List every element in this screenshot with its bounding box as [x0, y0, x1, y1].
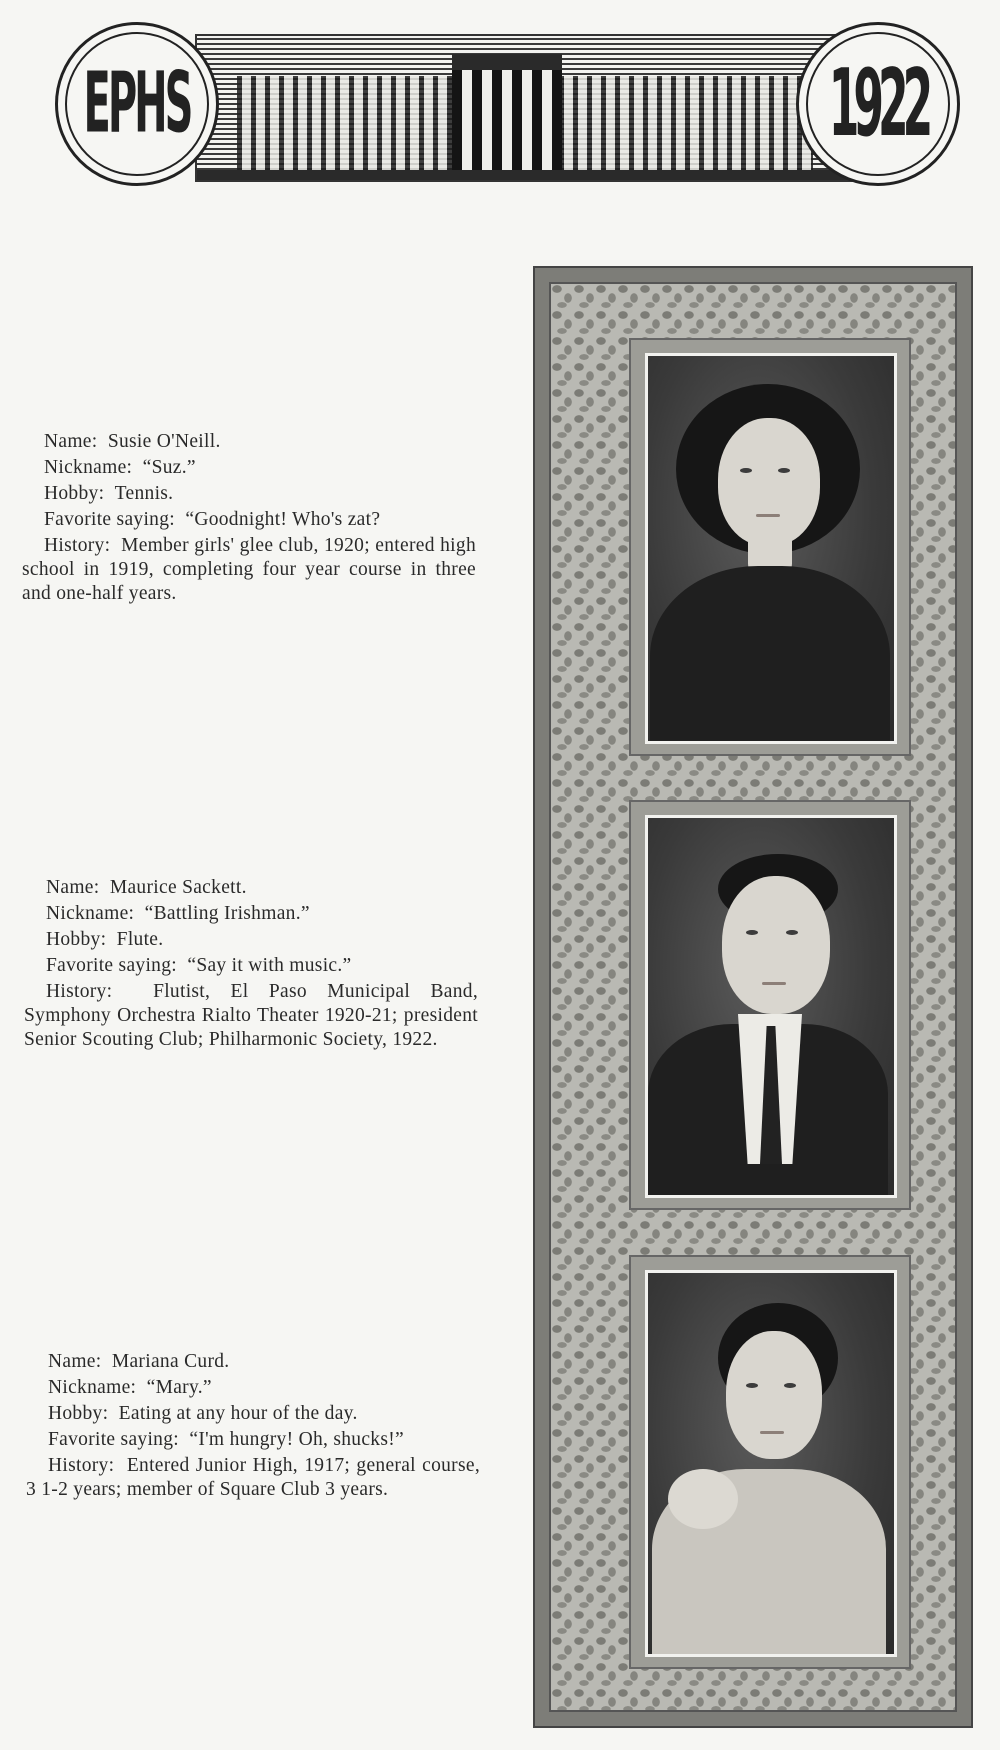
history-label: History: [44, 535, 111, 556]
student-nickname: “Suz.” [142, 457, 196, 478]
hobby-label: Hobby: [48, 1403, 109, 1424]
hobby-label: Hobby: [44, 483, 105, 504]
portrait-eye [746, 1383, 758, 1388]
name-label: Name: [44, 431, 98, 452]
portrait-face [718, 418, 820, 546]
portrait-eye [786, 930, 798, 935]
student-entry-susie-oneill [22, 430, 476, 608]
history-label: History: [48, 1455, 115, 1476]
nickname-label: Nickname: [44, 457, 133, 478]
school-building-illustration [195, 34, 855, 182]
portrait-mouth [762, 982, 786, 985]
building-portico [452, 54, 562, 170]
portrait-photo-maurice [645, 815, 897, 1198]
nickname-line [24, 902, 478, 926]
name-line [24, 876, 478, 900]
yearbook-header-banner [55, 22, 960, 187]
year-seal [796, 22, 960, 186]
saying-label: Favorite saying: [44, 509, 175, 530]
history-line [26, 1454, 480, 1502]
school-seal [55, 22, 219, 186]
portrait-dress [650, 566, 890, 744]
student-name: Susie O'Neill. [107, 431, 221, 452]
building-base [197, 170, 853, 180]
saying-label: Favorite saying: [48, 1429, 179, 1450]
nickname-label: Nickname: [46, 903, 135, 924]
portrait-face [722, 876, 830, 1014]
nickname-line [22, 456, 476, 480]
student-hobby: Flute. [116, 929, 164, 950]
student-name: Mariana Curd. [111, 1351, 230, 1372]
saying-label: Favorite saying: [46, 955, 177, 976]
history-label: History: [46, 981, 113, 1002]
portrait-photo-mariana [645, 1270, 897, 1657]
portrait-face [726, 1331, 822, 1459]
portrait-photo-susie [645, 353, 897, 744]
year-seal-text: 1922 [828, 50, 928, 158]
hobby-line [26, 1402, 480, 1426]
name-line [22, 430, 476, 454]
student-history: Flutist, El Paso Municipal Band, Symphony Orchestra Rialto Theater 1920-21; president Senior Scouting Club; Philharmonic Society, 1922. [24, 981, 478, 1050]
hobby-line [22, 482, 476, 506]
hobby-line [24, 928, 478, 952]
nickname-line [26, 1376, 480, 1400]
history-line [24, 980, 478, 1052]
student-hobby: Tennis. [114, 483, 174, 504]
student-nickname: “Mary.” [146, 1377, 212, 1398]
history-line [22, 534, 476, 606]
portrait-eye [784, 1383, 796, 1388]
portrait-panel [533, 266, 973, 1728]
student-saying: “Goodnight! Who's zat? [185, 509, 381, 530]
name-label: Name: [48, 1351, 102, 1372]
student-entry-maurice-sackett [24, 876, 478, 1054]
student-entry-mariana-curd [26, 1350, 480, 1504]
student-nickname: “Battling Irishman.” [144, 903, 310, 924]
hobby-label: Hobby: [46, 929, 107, 950]
student-history: Entered Junior High, 1917; general course, 3 1-2 years; member of Square Club 3 years. [26, 1455, 480, 1500]
saying-line [22, 508, 476, 532]
portrait-frame-mariana [629, 1255, 911, 1669]
student-saying: “Say it with music.” [187, 955, 352, 976]
portrait-bow [668, 1469, 738, 1529]
saying-line [26, 1428, 480, 1452]
portrait-eye [740, 468, 752, 473]
school-seal-text: EPHS [83, 55, 191, 153]
student-hobby: Eating at any hour of the day. [118, 1403, 358, 1424]
portrait-frame-susie [629, 338, 911, 756]
portrait-eye [746, 930, 758, 935]
name-line [26, 1350, 480, 1374]
student-saying: “I'm hungry! Oh, shucks!” [189, 1429, 404, 1450]
student-history: Member girls' glee club, 1920; entered high school in 1919, completing four year course in three and one-half years. [22, 535, 476, 604]
portrait-mouth [756, 514, 780, 517]
nickname-label: Nickname: [48, 1377, 137, 1398]
student-name: Maurice Sackett. [109, 877, 247, 898]
portrait-mouth [760, 1431, 784, 1434]
portrait-frame-maurice [629, 800, 911, 1210]
portrait-panel-texture [549, 282, 957, 1712]
portrait-eye [778, 468, 790, 473]
saying-line [24, 954, 478, 978]
name-label: Name: [46, 877, 100, 898]
